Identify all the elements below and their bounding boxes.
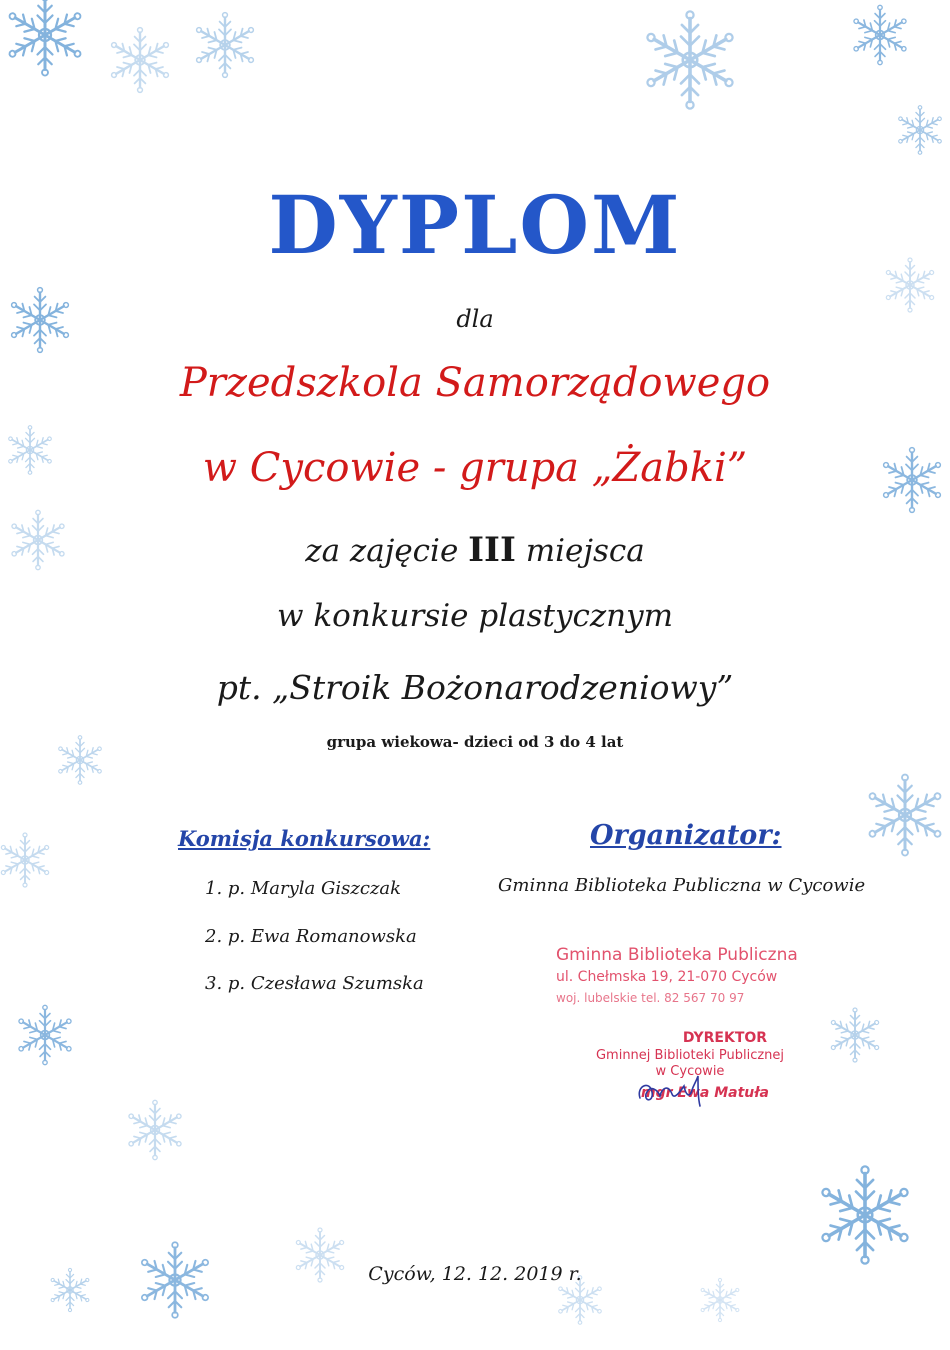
stamp-line-1: Gminna Biblioteka Publiczna	[556, 945, 798, 965]
stamp-line-3: woj. lubelskie tel. 82 567 70 97	[556, 991, 745, 1005]
director-name: mgr Ewa Matuła	[641, 1085, 769, 1101]
commission-member: 3. p. Czesława Szumska	[205, 973, 424, 994]
organizer-heading: Organizator:	[590, 820, 782, 851]
director-title: DYREKTOR	[682, 1030, 768, 1046]
organizer-name: Gminna Biblioteka Publiczna w Cycowie	[498, 875, 866, 896]
director-institution: Gminnej Biblioteki Publicznej	[595, 1048, 785, 1063]
recipient-line-2: w Cycowie - grupa „Żabki”	[202, 445, 748, 491]
award-place: III	[468, 530, 516, 570]
contest-title: pt. „Stroik Bożonarodzeniowy”	[216, 668, 734, 707]
recipient-line-1: Przedszkola Samorządowego	[179, 360, 771, 406]
for-label: dla	[456, 305, 494, 333]
award-suffix: miejsca	[525, 533, 645, 569]
library-stamp	[556, 945, 798, 1005]
issue-date: Cyców, 12. 12. 2019 r.	[368, 1263, 582, 1285]
director-town: w Cycowie	[655, 1064, 725, 1079]
age-group: grupa wiekowa- dzieci od 3 do 4 lat	[326, 733, 624, 751]
stamp-line-2: ul. Chełmska 19, 21-070 Cyców	[556, 969, 778, 985]
handwritten-signature	[632, 1072, 722, 1112]
contest-line: w konkursie plastycznym	[276, 598, 674, 634]
award-prefix: za zajęcie	[305, 533, 459, 569]
commission-heading: Komisja konkursowa:	[178, 826, 431, 851]
commission-member: 2. p. Ewa Romanowska	[205, 926, 417, 947]
commission-member: 1. p. Maryla Giszczak	[205, 878, 402, 899]
diploma-title: DYPLOM	[268, 178, 682, 272]
award-line	[0, 530, 950, 570]
